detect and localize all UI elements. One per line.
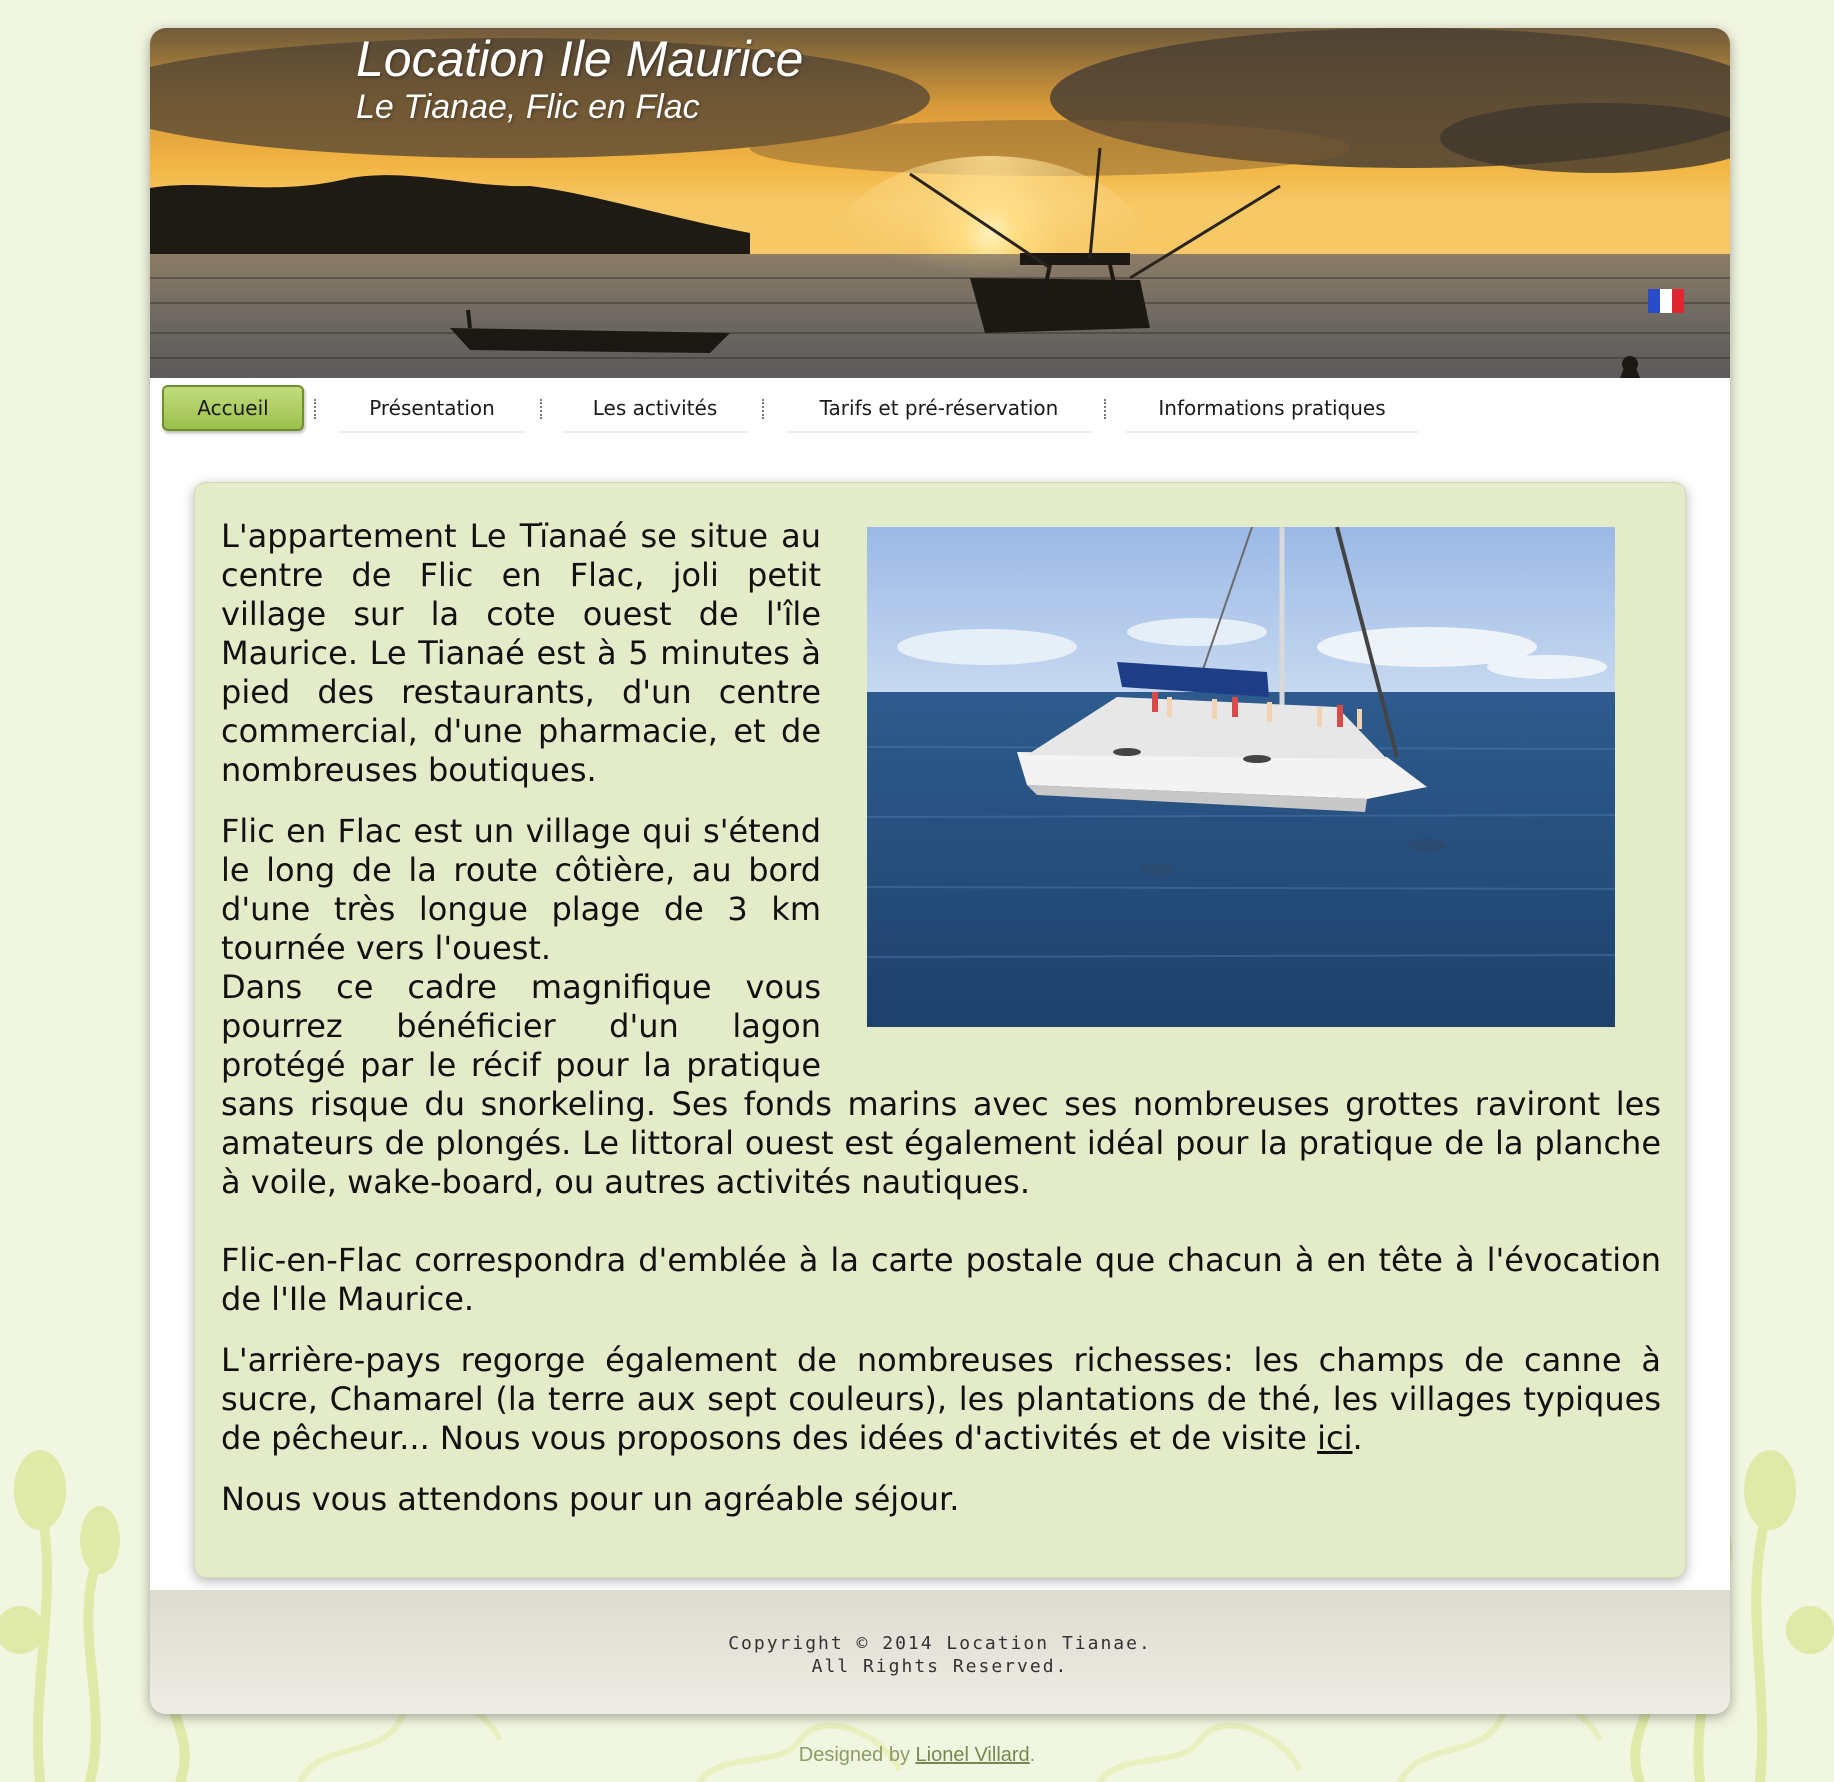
french-flag-icon[interactable] [1648,289,1684,313]
activities-link[interactable]: ici [1317,1419,1353,1457]
page-container [150,28,1730,1714]
link-suffix: . [1352,1419,1363,1457]
copyright [150,1632,1730,1678]
paragraph-postcard: Flic-en-Flac correspondra d'emblée à la carte postale que chacun à en tête à l'évocation de l'Ile Maurice. [221,1241,1661,1318]
site-title: Location Ile Maurice [356,31,804,87]
rights-line: All Rights Reserved. [811,1656,1069,1677]
content-panel [194,482,1686,1578]
content-text [221,517,1661,1541]
nav-separator [540,399,542,419]
credit-prefix: Designed by [798,1744,916,1766]
paragraph-hinterland [221,1341,1661,1458]
designer-link[interactable]: Lionel Villard [915,1744,1030,1766]
header-banner [150,28,1730,378]
nav-separator [1104,399,1106,419]
nav-separator [762,399,764,419]
paragraph-intro: L'appartement Le Tïanaé se situe au centre de Flic en Flac, joli petit village sur la cote ouest de l'île Maurice. Le Tianaé est à 5 minutes à pied des restaurants, d'un centre commercial, d'une pharmacie, et de nombreuses boutiques. [221,517,821,789]
nav-item-tarifs[interactable]: Tarifs et pré-réservation [786,385,1092,433]
paragraph-lagoon: Dans ce cadre magnifique vous pourrez bénéficier d'un lagon protégé par le récif pour la pratique sans risque du snorkeling. Ses fonds marins avec ses nombreuses grottes raviront les amateurs de plongés. Le littoral ouest est également idéal pour la pratique de la planche à voile, wake-board, ou autres activités nautiques. [221,968,1661,1201]
nav-item-presentation[interactable]: Présentation [338,385,526,433]
nav-item-informations[interactable]: Informations pratiques [1126,385,1418,433]
catamaran-photo [867,527,1615,1027]
copyright-line: Copyright © 2014 Location Tianae. [728,1633,1152,1654]
nav-separator [314,399,316,419]
paragraph-hinterland-text: L'arrière-pays regorge également de nombreuses richesses: les champs de canne à sucre, Chamarel (la terre aux sept couleurs), les plantations de thé, les villages typiques de pêcheur... Nous vous proposons des idées d'activités et de visite [221,1341,1661,1457]
paragraph-welcome: Nous vous attendons pour un agréable séjour. [221,1480,960,1518]
nav-item-accueil[interactable]: Accueil [162,385,304,431]
nav-item-activites[interactable]: Les activités [562,385,748,433]
footer [150,1590,1730,1714]
main-nav [162,385,1722,437]
credit-suffix: . [1029,1744,1036,1766]
paragraph-village: Flic en Flac est un village qui s'étend le long de la route côtière, au bord d'une très longue plage de 3 km tournée vers l'ouest. [221,812,821,967]
site-subtitle: Le Tianae, Flic en Flac [356,88,700,126]
designer-credit [0,1744,1834,1767]
